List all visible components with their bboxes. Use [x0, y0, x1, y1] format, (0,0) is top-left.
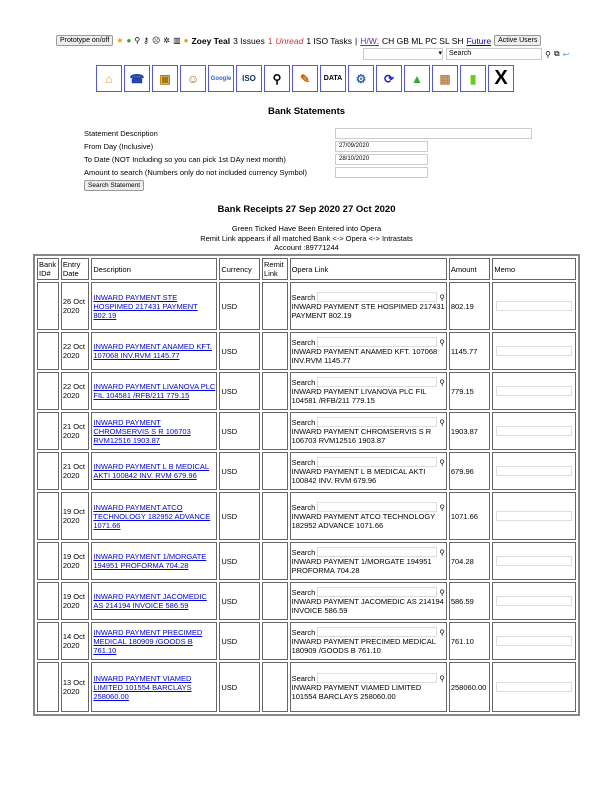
amount-input[interactable] — [335, 167, 428, 178]
opera-description: INWARD PAYMENT STE HOSPIMED 217431 PAYMENT 802.19 — [291, 302, 445, 320]
currency: USD — [219, 662, 260, 712]
hw-link[interactable]: H/W: — [360, 35, 379, 46]
close-icon[interactable]: X — [488, 65, 514, 92]
opera-link-cell — [290, 542, 447, 580]
search-label: Search — [291, 292, 316, 302]
amount: 1145.77 — [449, 332, 491, 370]
currency: USD — [219, 542, 260, 580]
table-row — [37, 452, 576, 490]
amount: 761.10 — [449, 622, 491, 660]
top-bar — [56, 35, 541, 46]
opera-link-cell — [290, 492, 447, 540]
description-cell — [91, 372, 217, 410]
description-link[interactable]: INWARD PAYMENT VIAMED LIMITED 101554 BARCLAYS 258060.00 — [93, 673, 192, 701]
search-statement-button[interactable]: Search Statement — [84, 180, 144, 191]
opera-search-input[interactable] — [317, 587, 437, 597]
amount: 779.15 — [449, 372, 491, 410]
search-label: Search — [291, 587, 316, 597]
search-icon[interactable]: ⚲ — [439, 502, 445, 512]
column-header: Description — [91, 258, 217, 280]
description-link[interactable]: INWARD PAYMENT ANAMED KFT. 107068 INV.RVM 1145.77 — [93, 342, 212, 360]
bank-id-cell — [37, 332, 59, 370]
table-row — [37, 332, 576, 370]
search-icon[interactable]: ⚲ — [439, 627, 445, 637]
bank-id-cell — [37, 372, 59, 410]
remit-link-cell — [262, 542, 288, 580]
search-icon[interactable]: ⚲ — [439, 457, 445, 467]
currency: USD — [219, 492, 260, 540]
home-icon[interactable]: ⌂ — [96, 65, 122, 92]
opera-search-input[interactable] — [317, 417, 437, 427]
page-title: Bank Statements — [267, 106, 346, 117]
refresh-icon[interactable]: ⟳ — [376, 65, 402, 92]
opera-search-input[interactable] — [317, 502, 437, 512]
network-icon[interactable]: ✲ — [163, 36, 171, 45]
column-header: Amount — [449, 258, 491, 280]
receipts-title: Bank Receipts 27 Sep 2020 27 Oct 2020 — [217, 204, 396, 215]
search-label: Search — [291, 627, 316, 637]
remit-link-cell — [262, 282, 288, 330]
search-form — [84, 128, 307, 191]
description-cell — [91, 452, 217, 490]
amount: 679.96 — [449, 452, 491, 490]
table-row — [37, 582, 576, 620]
opera-search-input[interactable] — [317, 627, 437, 637]
opera-description: INWARD PAYMENT LIVANOVA PLC FIL 104581 /RFB/211 779.15 — [291, 387, 427, 405]
remit-link-cell — [262, 662, 288, 712]
remit-link-cell — [262, 452, 288, 490]
amount-label: Amount to search (Numbers only do not included currency Symbol) — [84, 168, 308, 177]
search-input[interactable]: Search — [446, 48, 542, 60]
entry-date: 19 Oct 2020 — [61, 542, 90, 580]
amount: 1903.87 — [449, 412, 491, 450]
treasure-icon[interactable]: ▣ — [152, 65, 178, 92]
search-label: Search — [291, 377, 316, 387]
currency: USD — [219, 452, 260, 490]
memo-cell — [492, 332, 576, 370]
opera-description: INWARD PAYMENT L B MEDICAL AKTI 100842 INV. RVM 679.96 — [291, 467, 426, 485]
description-cell — [91, 332, 217, 370]
table-row — [37, 412, 576, 450]
memo-input[interactable] — [496, 386, 572, 396]
issues-link[interactable]: 3 Issues — [233, 35, 265, 46]
unread-count[interactable]: 1 — [267, 35, 273, 46]
description-cell — [91, 542, 217, 580]
search-label: Search — [291, 673, 316, 683]
description-link[interactable]: INWARD PAYMENT PRECIMED MEDICAL 180909 /GOODS B 761.10 — [93, 627, 203, 655]
prototype-toggle-button[interactable]: Prototype on/off — [56, 35, 113, 46]
opera-search-input[interactable] — [317, 337, 437, 347]
remit-link-cell — [262, 492, 288, 540]
description-link[interactable]: INWARD PAYMENT L B MEDICAL AKTI 100842 INV. RVM 679.96 — [93, 462, 210, 480]
description-link[interactable]: INWARD PAYMENT JACOMEDIC AS 214194 INVOICE 586.59 — [93, 592, 207, 610]
remit-link-cell — [262, 582, 288, 620]
memo-input[interactable] — [496, 636, 572, 646]
search-icon[interactable]: ⚲ — [439, 337, 445, 347]
bank-id-cell — [37, 282, 59, 330]
memo-input[interactable] — [496, 301, 572, 311]
opera-link-cell — [290, 372, 447, 410]
chart-icon[interactable]: ▲ — [404, 65, 430, 92]
column-header: Bank ID# — [37, 258, 59, 280]
opera-search-input[interactable] — [317, 673, 437, 683]
column-header: Currency — [219, 258, 260, 280]
toolbar — [96, 65, 514, 92]
memo-cell — [492, 412, 576, 450]
bank-id-cell — [37, 542, 59, 580]
opera-description: INWARD PAYMENT JACOMEDIC AS 214194 INVOICE 586.59 — [291, 597, 444, 615]
entry-date: 13 Oct 2020 — [61, 662, 90, 712]
memo-cell — [492, 622, 576, 660]
iso-icon[interactable]: ISO — [236, 65, 262, 92]
table-row — [37, 372, 576, 410]
memo-input[interactable] — [496, 682, 572, 692]
description-cell — [91, 582, 217, 620]
note-green: Green Ticked Have Been Entered into Opera — [231, 224, 382, 233]
memo-input[interactable] — [496, 511, 572, 521]
star-icon[interactable]: ★ — [116, 36, 124, 45]
column-header: Memo — [492, 258, 576, 280]
note-remit: Remit Link appears if all matched Bank <-> Opera <-> Intrastats — [200, 233, 413, 243]
entry-date: 19 Oct 2020 — [61, 582, 90, 620]
opera-description: INWARD PAYMENT PRECIMED MEDICAL 180909 /GOODS B 761.10 — [291, 637, 436, 655]
description-link[interactable]: INWARD PAYMENT 1/MORGATE 194951 PROFORMA 704.28 — [93, 552, 207, 570]
to-date-input[interactable]: 28/10/2020 — [335, 154, 428, 165]
phone-icon[interactable]: ☎ — [124, 65, 150, 92]
bank-id-cell — [37, 492, 59, 540]
search-label: Search — [291, 417, 316, 427]
amount: 802.19 — [449, 282, 491, 330]
receipts-table — [33, 254, 580, 716]
description-link[interactable]: INWARD PAYMENT LIVANOVA PLC FIL 104581 /RFB/211 779.15 — [93, 382, 216, 400]
opera-search-input[interactable] — [317, 547, 437, 557]
opera-search-input[interactable] — [317, 292, 437, 302]
opera-description: INWARD PAYMENT CHROMSERVIS S R 106703 RVM12516 1903.87 — [291, 427, 432, 445]
entry-date: 26 Oct 2020 — [61, 282, 90, 330]
pin-icon[interactable]: ⚲ — [134, 36, 141, 45]
bank-id-cell — [37, 662, 59, 712]
search-icon[interactable]: ⚲ — [439, 417, 445, 427]
pen-icon[interactable]: ✎ — [292, 65, 318, 92]
opera-link-cell — [290, 622, 447, 660]
memo-cell — [492, 492, 576, 540]
opera-link-cell — [290, 582, 447, 620]
currency: USD — [219, 412, 260, 450]
memo-cell — [492, 582, 576, 620]
description-label: Statement Description — [84, 129, 158, 138]
description-input[interactable] — [335, 128, 532, 139]
entry-date: 21 Oct 2020 — [61, 412, 90, 450]
magnifier-icon[interactable]: ⚲ — [264, 65, 290, 92]
site-links[interactable]: CH GB ML PC SL SH — [381, 35, 464, 46]
active-users-button[interactable]: Active Users — [494, 35, 541, 46]
memo-cell — [492, 372, 576, 410]
unread-link[interactable]: Unread — [275, 35, 304, 46]
books-icon[interactable]: ▥ — [173, 36, 181, 45]
bank-id-cell — [37, 622, 59, 660]
opera-link-cell — [290, 282, 447, 330]
description-cell — [91, 622, 217, 660]
from-label: From Day (Inclusive) — [84, 142, 154, 151]
description-cell — [91, 492, 217, 540]
amount: 1071.66 — [449, 492, 491, 540]
description-cell — [91, 662, 217, 712]
table-row — [37, 492, 576, 540]
memo-cell — [492, 282, 576, 330]
remit-link-cell — [262, 412, 288, 450]
table-row — [37, 622, 576, 660]
site-select[interactable]: ▾ — [363, 48, 443, 60]
separator: | — [355, 35, 358, 46]
users-icon[interactable]: ☺ — [180, 65, 206, 92]
face-icon[interactable]: ☹ — [152, 36, 161, 45]
search-label: Search — [291, 502, 316, 512]
key-icon[interactable]: ⚷ — [143, 36, 150, 45]
from-date-input[interactable]: 27/09/2020 — [335, 141, 428, 152]
description-link[interactable]: INWARD PAYMENT ATCO TECHNOLOGY 182952 ADVANCE 1071.66 — [93, 502, 211, 530]
table-row — [37, 542, 576, 580]
opera-description: INWARD PAYMENT 1/MORGATE 194951 PROFORMA 704.28 — [291, 557, 432, 575]
clock-icon[interactable]: ● — [126, 36, 132, 45]
memo-input[interactable] — [496, 426, 572, 436]
memo-input[interactable] — [496, 556, 572, 566]
notes — [0, 224, 613, 253]
search-row — [363, 48, 569, 60]
amount: 258060.00 — [449, 662, 491, 712]
entry-date: 14 Oct 2020 — [61, 622, 90, 660]
opera-description: INWARD PAYMENT ANAMED KFT. 107068 INV.RVM 1145.77 — [291, 347, 438, 365]
table-row — [37, 282, 576, 330]
entry-date: 21 Oct 2020 — [61, 452, 90, 490]
memo-cell — [492, 662, 576, 712]
opera-search-input[interactable] — [317, 457, 437, 467]
gears-icon[interactable]: ⚙ — [348, 65, 374, 92]
opera-link-cell — [290, 412, 447, 450]
entry-date: 22 Oct 2020 — [61, 372, 90, 410]
column-header: Remit Link — [262, 258, 288, 280]
user-name[interactable]: Zoey Teal — [191, 35, 231, 46]
memo-cell — [492, 452, 576, 490]
info-icon[interactable]: ● — [183, 36, 189, 45]
search-label: Search — [291, 337, 316, 347]
search-icon[interactable]: ⚲ — [439, 547, 445, 557]
currency: USD — [219, 372, 260, 410]
back-arrow-icon[interactable]: ↩ — [562, 49, 570, 59]
currency: USD — [219, 282, 260, 330]
search-icon[interactable]: ⚲ — [439, 673, 445, 683]
memo-input[interactable] — [496, 596, 572, 606]
note-account: Account :89771244 — [274, 243, 339, 252]
search-icon[interactable]: ⚲ — [439, 292, 445, 302]
bank-id-cell — [37, 582, 59, 620]
opera-description: INWARD PAYMENT VIAMED LIMITED 101554 BARCLAYS 258060.00 — [291, 683, 422, 701]
bank-id-cell — [37, 452, 59, 490]
column-header: Opera Link — [290, 258, 447, 280]
description-link[interactable]: INWARD PAYMENT CHROMSERVIS S R 106703 RVM12516 1903.87 — [93, 417, 191, 445]
amount: 586.59 — [449, 582, 491, 620]
opera-description: INWARD PAYMENT ATCO TECHNOLOGY 182952 ADVANCE 1071.66 — [291, 512, 436, 530]
opera-link-cell — [290, 662, 447, 712]
opera-link-cell — [290, 332, 447, 370]
bank-id-cell — [37, 412, 59, 450]
description-cell — [91, 412, 217, 450]
opera-link-cell — [290, 452, 447, 490]
currency: USD — [219, 332, 260, 370]
memo-cell — [492, 542, 576, 580]
memo-input[interactable] — [496, 466, 572, 476]
search-icon[interactable]: ⚲ — [545, 49, 551, 59]
search-label: Search — [291, 547, 316, 557]
box-icon[interactable]: ▦ — [432, 65, 458, 92]
search-icon[interactable]: ⚲ — [439, 377, 445, 387]
entry-date: 22 Oct 2020 — [61, 332, 90, 370]
book-icon[interactable]: ▮ — [460, 65, 486, 92]
search-icon[interactable]: ⚲ — [439, 587, 445, 597]
remit-link-cell — [262, 372, 288, 410]
description-cell — [91, 282, 217, 330]
description-link[interactable]: INWARD PAYMENT STE HOSPIMED 217431 PAYMENT 802.19 — [93, 292, 198, 320]
iso-tasks-link[interactable]: 1 ISO Tasks — [306, 35, 353, 46]
opera-data-icon[interactable]: DATA — [320, 65, 346, 92]
google-icon[interactable]: Google — [208, 65, 234, 92]
search-label: Search — [291, 457, 316, 467]
remit-link-cell — [262, 622, 288, 660]
currency: USD — [219, 582, 260, 620]
remit-link-cell — [262, 332, 288, 370]
opera-search-input[interactable] — [317, 377, 437, 387]
entry-date: 19 Oct 2020 — [61, 492, 90, 540]
memo-input[interactable] — [496, 346, 572, 356]
table-row — [37, 662, 576, 712]
to-label: To Date (NOT Including so you can pick 1st DAy next month) — [84, 155, 286, 164]
column-header: Entry Date — [61, 258, 90, 280]
amount: 704.28 — [449, 542, 491, 580]
future-link[interactable]: Future — [466, 35, 492, 46]
external-link-icon[interactable]: ⧉ — [553, 49, 560, 58]
currency: USD — [219, 622, 260, 660]
